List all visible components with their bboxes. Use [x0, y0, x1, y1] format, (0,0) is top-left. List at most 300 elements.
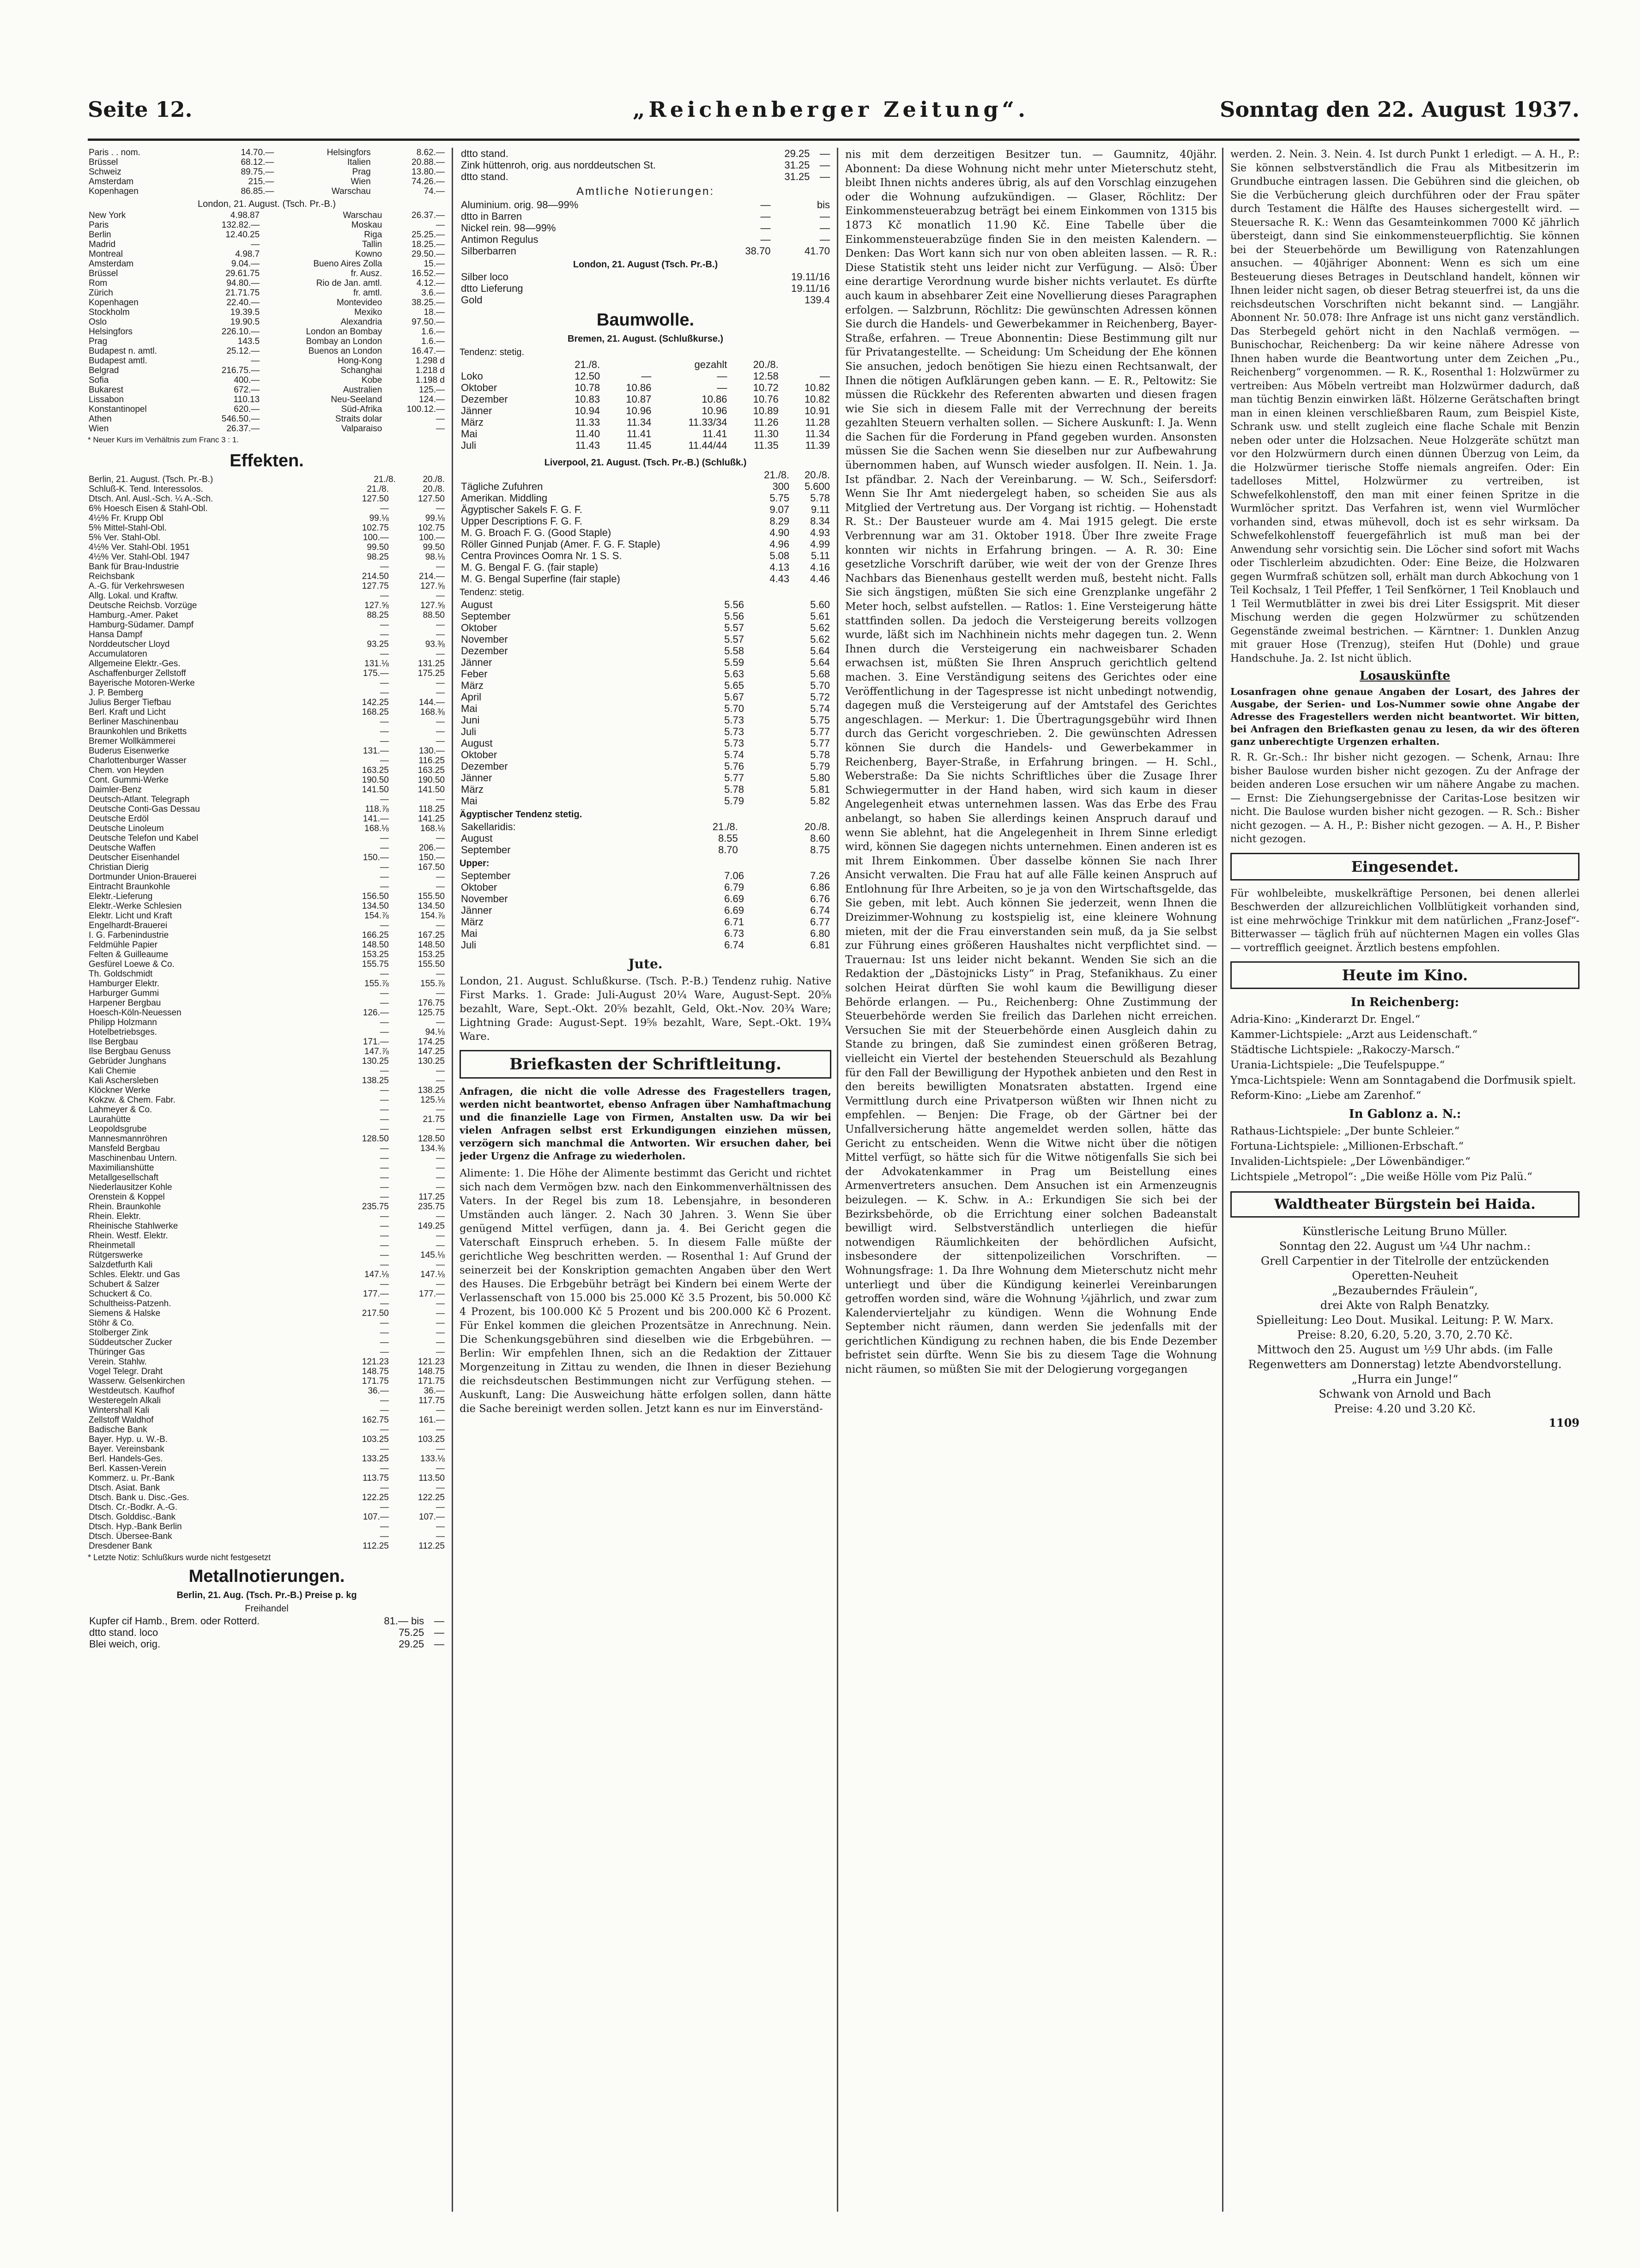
- table-cell: 128.50: [362, 1134, 389, 1144]
- table-cell: 127.50: [362, 494, 389, 504]
- table-cell: 190.50: [362, 775, 389, 785]
- table-cell: 155.75: [362, 959, 389, 969]
- table-row: [88, 872, 446, 882]
- table-row: [88, 581, 446, 591]
- table-cell: 6.69: [724, 893, 744, 905]
- table-cell: Nickel rein. 98—99%: [461, 222, 556, 234]
- table-cell: 5.57: [724, 633, 744, 645]
- table-cell: —: [436, 591, 445, 601]
- table-row: [460, 527, 831, 538]
- baumwolle-heading: Baumwolle.: [596, 310, 695, 330]
- table-row: [460, 749, 831, 760]
- table-cell: —: [760, 211, 771, 222]
- table-row: [88, 1027, 446, 1037]
- table-row: [88, 1163, 446, 1173]
- table-cell: Leopoldsgrube: [89, 1124, 147, 1134]
- table-cell: —: [436, 1328, 445, 1338]
- table-cell: 5.74: [724, 749, 744, 760]
- table-row: [88, 1270, 446, 1279]
- table-row: [88, 1347, 446, 1357]
- table-cell: —: [760, 234, 771, 245]
- table-cell: Brüssel: [89, 269, 118, 278]
- table-cell: —: [436, 1212, 445, 1221]
- table-cell: 5.11: [811, 550, 830, 561]
- table-cell: 81.— bis: [384, 1615, 424, 1627]
- table-row: [88, 220, 446, 230]
- table-cell: 144.—: [419, 698, 445, 707]
- table-cell: Schultheiss-Patzenh.: [89, 1299, 171, 1309]
- table-cell: 145.⅛: [420, 1250, 445, 1260]
- table-cell: 117.75: [418, 1396, 445, 1405]
- upper-table: [460, 870, 831, 951]
- table-cell: 4.98.87: [230, 211, 260, 220]
- table-cell: 125.—: [419, 385, 445, 395]
- table-cell: 5% Ver. Stahl-Obl.: [89, 533, 161, 543]
- table-cell: Bueno Aires Zolla: [313, 259, 382, 269]
- table-cell: —: [436, 678, 445, 688]
- table-cell: 161.—: [419, 1415, 445, 1425]
- table-cell: —: [436, 1231, 445, 1241]
- table-cell: —: [380, 969, 389, 979]
- table-cell: —: [820, 171, 830, 182]
- table-cell: März: [461, 416, 484, 428]
- table-row: [88, 620, 446, 630]
- upper-heading: Upper:: [460, 858, 490, 869]
- table-row: [460, 645, 831, 657]
- table-cell: 134.50: [362, 901, 389, 911]
- table-row: [88, 1231, 446, 1241]
- list-item: Reform-Kino: „Liebe am Zarenhof.“: [1230, 1090, 1422, 1102]
- table-cell: 5.62: [810, 622, 830, 633]
- table-cell: 117.25: [418, 1192, 445, 1202]
- table-cell: 177.—: [419, 1289, 445, 1299]
- table-row: [88, 148, 446, 157]
- table-cell: —: [436, 1483, 445, 1493]
- table-cell: Aschaffenburger Zellstoff: [89, 669, 186, 678]
- table-row: [460, 691, 831, 703]
- table-cell: 11.33/34: [688, 416, 727, 428]
- table-cell: 148.50: [418, 940, 445, 950]
- table-cell: Moskau: [351, 220, 382, 230]
- table-cell: 21./8.: [367, 484, 389, 494]
- table-cell: 5.56: [724, 610, 744, 622]
- table-cell: Montreal: [89, 249, 123, 259]
- table-cell: fr. Ausz.: [351, 269, 382, 278]
- table-row: [88, 543, 446, 552]
- table-row: [88, 736, 446, 746]
- table-cell: —: [380, 843, 389, 853]
- table-cell: 128.50: [418, 1134, 445, 1144]
- table-cell: 5.65: [724, 680, 744, 691]
- table-cell: 13.80.—: [412, 167, 445, 177]
- eingesendet-heading: Eingesendet.: [1230, 853, 1579, 881]
- table-cell: 88.25: [367, 610, 389, 620]
- table-cell: —: [380, 1221, 389, 1231]
- table-cell: Elektr.-Werke Schlesien: [89, 901, 182, 911]
- table-row: [460, 703, 831, 714]
- table-row: [88, 1076, 446, 1086]
- table-row: [460, 610, 831, 622]
- effekten-heading: Effekten.: [230, 451, 304, 470]
- table-cell: Dtsch. Cr.-Bodkr. A.-G.: [89, 1502, 178, 1512]
- table-cell: 6.86: [810, 881, 830, 893]
- table-cell: 5.68: [810, 668, 830, 680]
- list-item: Kammer-Lichtspiele: „Arzt aus Leidenschaft.“: [1230, 1029, 1478, 1041]
- table-cell: 10.89: [753, 405, 779, 416]
- table-row: [88, 630, 446, 639]
- table-cell: Eintracht Braunkohle: [89, 882, 170, 892]
- table-row: [88, 1221, 446, 1231]
- column-divider: [452, 148, 453, 2212]
- table-cell: —: [380, 1027, 389, 1037]
- table-cell: Konstantinopel: [89, 404, 147, 414]
- table-cell: Ilse Bergbau: [89, 1037, 138, 1047]
- table-cell: Zellstoff Waldhof: [89, 1415, 154, 1425]
- table-cell: 8.75: [810, 844, 830, 856]
- table-cell: Deutsche Linoleum: [89, 824, 164, 833]
- table-cell: Rom: [89, 278, 108, 288]
- table-cell: Prag: [352, 167, 371, 177]
- table-cell: —: [434, 1627, 444, 1638]
- table-cell: Blei weich, orig.: [89, 1638, 161, 1650]
- table-cell: 150.—: [363, 853, 389, 863]
- table-cell: —: [436, 649, 445, 659]
- table-row: [88, 1299, 446, 1309]
- table-row: [88, 356, 446, 366]
- bremen-tendenz: Tendenz: stetig.: [460, 347, 525, 357]
- table-cell: Mexiko: [354, 308, 382, 317]
- table-cell: [601, 359, 653, 370]
- table-cell: 155.50: [418, 959, 445, 969]
- table-cell: —: [380, 1444, 389, 1454]
- table-cell: 36.—: [424, 1386, 445, 1396]
- table-cell: —: [820, 159, 830, 171]
- table-cell: 14.70.—: [241, 148, 274, 157]
- table-cell: —: [436, 1241, 445, 1250]
- table-cell: —: [380, 591, 389, 601]
- waldtheater-ad: [1230, 1224, 1579, 1416]
- table-cell: 93.25: [367, 639, 389, 649]
- fx-note: * Neuer Kurs im Verhältnis zum Franc 3 : 1.: [88, 435, 239, 444]
- ad-code: 1109: [1549, 1416, 1579, 1430]
- table-row: [88, 804, 446, 814]
- table-cell: —: [436, 1532, 445, 1541]
- table-cell: 132.82.—: [221, 220, 260, 230]
- table-cell: Antimon Regulus: [461, 234, 539, 245]
- table-row: [460, 171, 831, 182]
- table-row: [88, 1541, 446, 1551]
- table-cell: 5.78: [724, 784, 744, 795]
- table-cell: 4.43: [769, 573, 790, 585]
- table-row: [460, 294, 831, 306]
- table-row: [460, 939, 831, 951]
- table-cell: 147.⅞: [364, 1047, 389, 1056]
- table-cell: Süddeutscher Zucker: [89, 1338, 172, 1347]
- table-cell: Zink hüttenroh, orig. aus norddeutschen St.: [461, 159, 656, 171]
- table-cell: 5.61: [810, 610, 830, 622]
- table-cell: Rütgerswerke: [89, 1250, 143, 1260]
- table-cell: Dtsch. Bank u. Disc.-Ges.: [89, 1493, 189, 1502]
- table-cell: 22.40.—: [226, 298, 260, 308]
- table-cell: —: [380, 1405, 389, 1415]
- table-row: [88, 1338, 446, 1347]
- table-cell: 4.99: [810, 538, 830, 550]
- table-cell: Schanghai: [340, 366, 382, 375]
- effekten-table: [88, 484, 446, 1551]
- table-cell: Buenos an London: [308, 346, 382, 356]
- table-row: [88, 1124, 446, 1134]
- eingesendet-text: Für wohlbeleibte, muskelkräftige Personen, bei denen allerlei Beschwerden der allzureichlichen Vollblütigkeit vorhanden sind, ist eine mehrwöchige Trinkkur mit dem natürlichen „Franz-Josef“-Bitterwasser — täglich früh auf nüchternen Magen ein volles Glas — vortrefflich geeignet. Ärztlich bestens empfohlen.: [1230, 887, 1579, 954]
- table-row: [88, 278, 446, 288]
- table-cell: —: [380, 863, 389, 872]
- table-cell: —: [436, 969, 445, 979]
- table-row: [88, 1037, 446, 1047]
- table-cell: 29.61.75: [225, 269, 260, 278]
- table-cell: Rhein. Braunkohle: [89, 1202, 161, 1212]
- table-cell: Schuckert & Co.: [89, 1289, 152, 1299]
- table-cell: 5% Mittel-Stahl-Obl.: [89, 523, 167, 533]
- table-cell: Berl. Handels-Ges.: [89, 1454, 163, 1464]
- table-row: [88, 979, 446, 989]
- table-cell: dtto stand.: [461, 171, 508, 182]
- table-cell: 1.6.—: [421, 337, 445, 346]
- table-cell: Rheinmetall: [89, 1241, 135, 1250]
- table-cell: 99.50: [423, 543, 445, 552]
- table-cell: —: [380, 1241, 389, 1250]
- table-cell: —: [380, 1502, 389, 1512]
- table-cell: März: [461, 784, 484, 795]
- table-cell: —: [436, 220, 445, 230]
- table-cell: Jänner: [461, 405, 492, 416]
- table-row: [88, 1144, 446, 1153]
- briefkasten-text: Alimente: 1. Die Höhe der Alimente bestimmt das Gericht und richtet sich nach dem Vermögen bzw. nach den Einkommenverhältnissen des Vaters. In der Regel bis zum 18. Lebensjahre, in besonderen Umständen auch länger. 2. Nach 30 Jahren. 3. Wenn Sie über genügend Mittel verfügen, dann ja. 4. Bei Gericht gegen die Vaterschaft Einspruch erheben. 5. In diesem Falle müßte der gerichtliche Weg beschritten werden. — Rosenthal 1: Auf Grund der seinerzeit bei der Konskription gemachten Angaben über den Wert des Hauses. Die Erbgebühr beträgt bei Kindern bei einem Werte der Verlassenschaft von 15.000 bis 25.000 Kč 3.5 Prozent, bis 50.000 Kč 4 Prozent, bis 100.000 Kč 5 Prozent und bis 200.000 Kč 6 Prozent. Für Enkel kommen die gleichen Prozentsätze in Anrechnung. Nein. Die Schenkungsgebühren sind dieselben wie die Erbgebühren. — Berlin: Wir empfehlen Ihnen, sich an die Redaktion der Zittauer Morgenzeitung in Zittau zu wenden, die Ihnen in dieser Beziehung die reichsdeutschen Bestimmungen nicht zur Verfügung stehen. — Auskunft, Lang: Die Ausweichung hätte erfolgen sollen, dann hätte die Sache bereinigt werden sollen. Jetzt kann es nur im Einverständ-: [460, 1167, 831, 1415]
- table-cell: 235.75: [362, 1202, 389, 1212]
- table-cell: Juni: [461, 714, 480, 726]
- briefkasten-intro: Anfragen, die nicht die volle Adresse des Fragestellers tragen, werden nicht beantwortet, ebenso Anfragen über Namhaftmachung und die finanzielle Lage von Firmen, Anstalten usw. Da wir bei vielen Anfragen selbst erst Erkundigungen einziehen müssen, verzögern sich manchmal die Antworten. Wir ersuchen daher, bei jeder Urgenz die Anfrage zu wiederholen.: [460, 1086, 831, 1162]
- table-row: [460, 469, 831, 481]
- table-cell: 4.93: [810, 527, 830, 538]
- table-cell: Rhein. Elektr.: [89, 1212, 141, 1221]
- list-item: Lichtspiele „Metropol“: „Die weiße Hölle vom Piz Palü.“: [1230, 1171, 1532, 1183]
- table-row: [88, 475, 446, 484]
- table-cell: 94.⅛: [425, 1027, 445, 1037]
- table-cell: Badische Bank: [89, 1425, 147, 1435]
- table-cell: 127.⅝: [364, 601, 389, 610]
- table-cell: 41.70: [804, 245, 830, 257]
- table-cell: 31.25: [784, 171, 810, 182]
- table-cell: Budapest n. amtl.: [89, 346, 157, 356]
- table-cell: September: [461, 844, 511, 856]
- table-cell: Bremer Wollkämmerei: [89, 736, 175, 746]
- table-row: [88, 669, 446, 678]
- table-cell: 4½% Fr. Krupp Obl: [89, 513, 163, 523]
- table-cell: 121.23: [418, 1357, 445, 1367]
- table-row: [88, 504, 446, 513]
- table-cell: Mai: [461, 703, 478, 714]
- table-cell: Christian Dierig: [89, 863, 149, 872]
- table-cell: 168.25: [362, 707, 389, 717]
- table-cell: Dezember: [461, 393, 508, 405]
- table-row: [88, 230, 446, 240]
- list-item: Schwank von Arnold und Bach: [1319, 1387, 1491, 1400]
- los-heading: Losauskünfte: [1359, 669, 1451, 683]
- table-row: [88, 1056, 446, 1066]
- metall-cont-table: [460, 148, 831, 182]
- table-cell: Kopenhagen: [89, 298, 139, 308]
- table-cell: Warschau: [331, 187, 371, 196]
- table-cell: 6.71: [724, 916, 744, 928]
- table-cell: A.-G. für Verkehrswesen: [89, 581, 184, 591]
- table-row: [88, 1415, 446, 1425]
- table-cell: —: [436, 424, 445, 434]
- table-cell: 167.50: [418, 863, 445, 872]
- table-cell: 1.298 d: [415, 356, 445, 366]
- table-row: [88, 1279, 446, 1289]
- table-cell: —: [436, 921, 445, 930]
- table-cell: 74.26.—: [412, 177, 445, 187]
- table-cell: Mai: [461, 428, 478, 440]
- table-cell: 20./8.: [423, 484, 445, 494]
- table-cell: 6.81: [810, 939, 830, 951]
- kino-reichenberg-heading: In Reichenberg:: [1350, 995, 1459, 1009]
- table-cell: Daimler-Benz: [89, 785, 142, 795]
- table-cell: Warschau: [343, 211, 382, 220]
- table-cell: 21./8.: [374, 475, 396, 484]
- table-cell: 216.75.—: [221, 366, 260, 375]
- table-cell: 9.04.—: [231, 259, 260, 269]
- table-cell: 19.39.5: [230, 308, 260, 317]
- table-cell: 8.55: [718, 832, 738, 844]
- table-cell: Hamburg-Südamer. Dampf: [89, 620, 194, 630]
- table-cell: 163.25: [418, 766, 445, 775]
- table-cell: —: [380, 1163, 389, 1173]
- table-row: [460, 159, 831, 171]
- table-cell: 12.40.25: [225, 230, 260, 240]
- table-cell: 149.25: [418, 1221, 445, 1231]
- table-cell: dtto Lieferung: [461, 283, 523, 294]
- table-cell: Mannesmannröhren: [89, 1134, 168, 1144]
- table-cell: —: [251, 356, 260, 366]
- table-row: [88, 533, 446, 543]
- table-cell: 6.80: [810, 928, 830, 939]
- table-cell: —: [380, 717, 389, 727]
- table-cell: 98.25: [367, 552, 389, 562]
- table-cell: 5.73: [724, 737, 744, 749]
- table-cell: Felten & Guilleaume: [89, 950, 169, 959]
- table-cell: —: [436, 1425, 445, 1435]
- table-cell: Deutsche Telefon und Kabel: [89, 833, 199, 843]
- table-cell: Juli: [461, 440, 477, 451]
- table-cell: Dezember: [461, 645, 508, 657]
- table-cell: 5.70: [810, 680, 830, 691]
- table-row: [88, 385, 446, 395]
- table-row: [460, 271, 831, 283]
- table-cell: 142.25: [362, 698, 389, 707]
- table-cell: 6% Hoesch Eisen & Stahl-Obl.: [89, 504, 208, 513]
- table-row: [88, 484, 446, 494]
- table-cell: 4½% Ver. Stahl-Obl. 1947: [89, 552, 190, 562]
- table-row: [88, 317, 446, 327]
- table-row: [88, 1493, 446, 1502]
- table-cell: 5.82: [810, 795, 830, 807]
- table-cell: —: [380, 1299, 389, 1309]
- table-cell: J. P. Bemberg: [89, 688, 143, 698]
- table-cell: 5.79: [810, 760, 830, 772]
- table-cell: Bank für Brau-Industrie: [89, 562, 179, 572]
- table-cell: Schles. Elektr. und Gas: [89, 1270, 180, 1279]
- table-cell: 29.25: [399, 1638, 424, 1650]
- bremen-table: [460, 359, 831, 451]
- table-cell: 31.25: [784, 159, 810, 171]
- table-cell: Reichsbank: [89, 572, 135, 581]
- table-row: [460, 550, 831, 561]
- table-cell: 156.50: [362, 892, 389, 901]
- table-cell: Schweiz: [89, 167, 121, 177]
- table-cell: Dtsch. Anl. Ausl.-Sch. ¼ A.-Sch.: [89, 494, 213, 504]
- table-cell: Th. Goldschmidt: [89, 969, 153, 979]
- table-cell: 11.35: [754, 440, 779, 451]
- table-row: [88, 1192, 446, 1202]
- table-cell: Wien: [351, 177, 371, 187]
- table-row: [88, 1376, 446, 1386]
- table-cell: Wasserw. Gelsenkirchen: [89, 1376, 185, 1386]
- table-cell: [460, 469, 750, 481]
- table-cell: 546.50.—: [221, 414, 260, 424]
- table-row: [88, 1615, 446, 1627]
- table-cell: —: [380, 504, 389, 513]
- table-row: [88, 1405, 446, 1415]
- table-cell: 6.74: [810, 905, 830, 916]
- table-cell: —: [436, 1105, 445, 1115]
- table-cell: —: [380, 1095, 389, 1105]
- table-cell: —: [820, 211, 830, 222]
- table-row: [460, 657, 831, 668]
- table-cell: Kokzw. & Chem. Fabr.: [89, 1095, 175, 1105]
- page-header: [88, 97, 1579, 139]
- table-cell: 19.90.5: [230, 317, 260, 327]
- list-item: drei Akte von Ralph Benatzky.: [1320, 1299, 1490, 1312]
- los-text: R. R. Gr.-Sch.: Ihr bisher nicht gezogen. — Schenk, Arnau: Ihre bisher Baulose wurden bisher nicht gezogen. Zu der Anfrage der beiden anderen Lose ersuchen wir um nähere Angabe zu machen. — Ernst: Die Ziehungsergebnisse der Caritas-Lose besitzen wir nicht. Die Baulose wurden bisher nicht gezogen. — R. Sch.: Bisher nicht gezogen. — A. H., P.: Bisher nicht gezogen. — A. H., P. Bisher nicht gezogen.: [1230, 752, 1579, 845]
- table-cell: —: [380, 872, 389, 882]
- table-cell: 75.25: [399, 1627, 424, 1638]
- table-cell: 214.—: [419, 572, 445, 581]
- table-row: [460, 795, 831, 807]
- table-row: [88, 1309, 446, 1318]
- table-cell: Amsterdam: [89, 259, 134, 269]
- table-row: [88, 1396, 446, 1405]
- table-row: [88, 1047, 446, 1056]
- table-cell: Kali Aschersleben: [89, 1076, 159, 1086]
- table-cell: —: [380, 630, 389, 639]
- table-cell: —: [820, 370, 830, 382]
- table-cell: 8.62.—: [416, 148, 445, 157]
- table-row: [88, 1134, 446, 1144]
- table-cell: 26.37.—: [412, 211, 445, 220]
- table-row: [88, 601, 446, 610]
- table-cell: 12.58: [753, 370, 779, 382]
- table-cell: 25.12.—: [226, 346, 260, 356]
- table-row: [88, 892, 446, 901]
- table-cell: 21.71.75: [225, 288, 260, 298]
- table-cell: —: [380, 620, 389, 630]
- table-cell: —: [380, 562, 389, 572]
- table-cell: 5.72: [810, 691, 830, 703]
- table-cell: dtto stand.: [461, 148, 508, 159]
- table-cell: 127.75: [362, 581, 389, 591]
- table-cell: April: [461, 691, 482, 703]
- table-cell: Engelhardt-Brauerei: [89, 921, 168, 930]
- table-cell: 5.76: [724, 760, 744, 772]
